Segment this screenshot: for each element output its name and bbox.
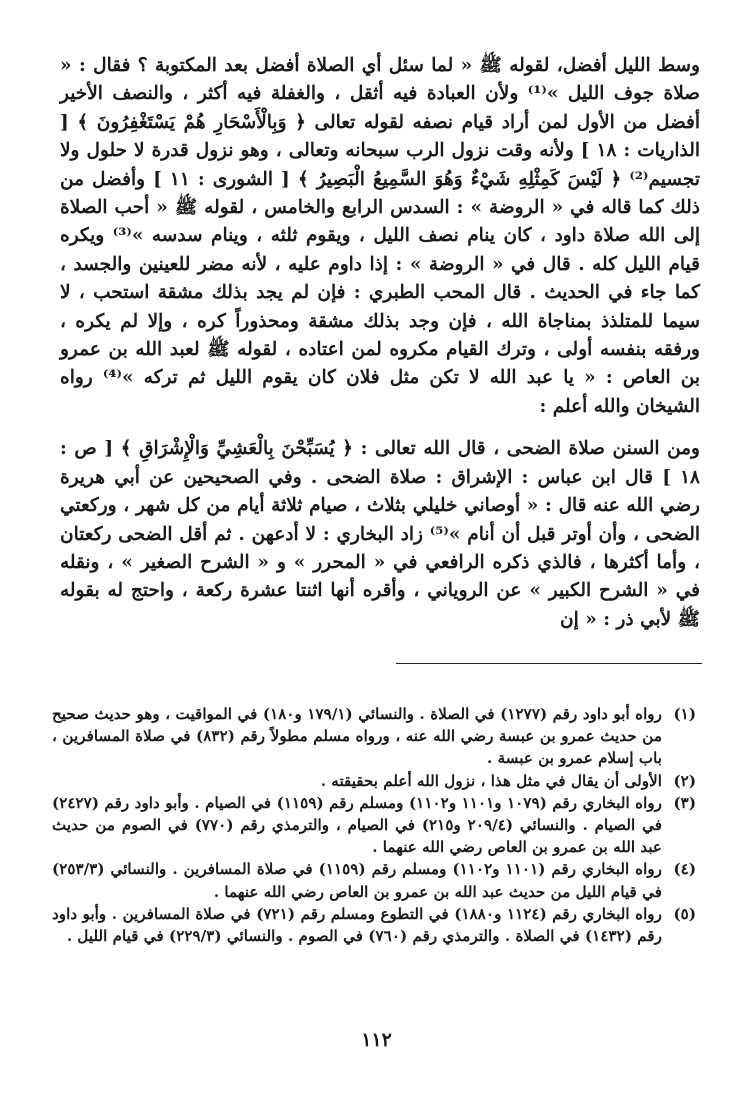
main-paragraph-2: ومن السنن صلاة الضحى ، قال الله تعالى : ﴿ يُسَبِّحْنَ بِالْعَشِيِّ وَالْإِشْرَاقِ ﴾ [ ص : ١٨ ] قال ابن عباس : الإشراق : صلاة الضحى . وفي الصحيحين عن أبي هريرة رضي الله عنه قال : « أوصاني خليلي بثلاث ، صيام ثلاثة أيام من كل شهر ، وركعتي الضحى ، وأن أوتر قبل أن أنام »⁽⁵⁾ زاد البخاري : لا أدعهن . ثم أقل الضحى ركعتان ، وأما أكثرها ، فالذي ذكره الرافعي في « المحرر » و « الشرح الصغير » ، ونقله في « الشرح الكبير » عن الروياني ، وأقره أنها اثنتا عشرة ركعة ، واحتج له بقوله ﷺ لأبي ذر : « إن bbox=[60, 438, 700, 630]
footnote-text: رواه البخاري رقم (١١٢٤ و١٨٨٠) في التطوع ومسلم رقم (٧٢١) في صلاة المسافرين . وأبو داود رقم (١٤٣٢) في الصلاة . والترمذي رقم (٧٦٠) في الصوم . والنسائي (٢٢٩/٣) في قيام الليل . bbox=[52, 904, 662, 946]
footnote-text: الأولى أن يقال في مثل هذا ، نزول الله أعلم بحقيقته . bbox=[320, 771, 662, 790]
footnote-number: (٥) bbox=[673, 904, 696, 923]
footnote-item bbox=[52, 858, 696, 902]
main-paragraph-1: وسط الليل أفضل، لقوله ﷺ « لما سئل أي الصلاة أفضل بعد المكتوبة ؟ فقال : « صلاة جوف الليل »⁽¹⁾ ولأن العبادة فيه أثقل ، والغفلة فيه أكثر ، والنصف الأخير أفضل من الأول لمن أراد قيام نصفه لقوله تعالى ﴿ وَبِالْأَسْحَارِ هُمْ يَسْتَغْفِرُونَ ﴾ [ الذاريات : ١٨ ] ولأنه وقت نزول الرب سبحانه وتعالى ، وهو نزول قدرة لا حلول ولا تجسيم⁽²⁾ ﴿ لَيْسَ كَمِثْلِهِ شَيْءٌ وَهُوَ السَّمِيعُ الْبَصِيرُ ﴾ [ الشورى : ١١ ] وأفضل من ذلك كما قاله في « الروضة » : السدس الرابع والخامس ، لقوله ﷺ « أحب الصلاة إلى الله صلاة داود ، كان ينام نصف الليل ، ويقوم ثلثه ، وينام سدسه »⁽³⁾ ويكره قيام الليل كله . قال في « الروضة » : إذا داوم عليه ، لأنه مضر للعينين والجسد ، كما جاء في الحديث . قال المحب الطبري : فإن لم يجد بذلك مشقة استحب ، لا سيما للمتلذذ بمناجاة الله ، فإن وجد بذلك مشقة ومحذوراً كره ، وإلا لم يكره ، ورفقه بنفسه أولى ، وترك القيام مكروه لمن اعتاده ، لقوله ﷺ لعبد الله بن عمرو بن العاص : « يا عبد الله لا تكن مثل فلان كان يقوم الليل ثم تركه »⁽⁴⁾ رواه الشيخان والله أعلم : bbox=[60, 55, 700, 417]
footnote-item bbox=[52, 903, 696, 947]
footnote-item bbox=[52, 792, 696, 859]
footnote-number: (٤) bbox=[673, 860, 696, 879]
footnote-divider bbox=[396, 663, 702, 664]
footnote-item bbox=[52, 770, 696, 792]
footnote-text: رواه البخاري رقم (١٠٧٩ و١١٠١ و١١٠٢) ومسلم رقم (١١٥٩) في الصيام . وأبو داود رقم (٢٤٢٧) في الصيام . والنسائي (٢٠٩/٤ و٢١٥) في الصيام ، والترمذي رقم (٧٧٠) في الصوم من حديث عبد الله بن عمرو بن العاص رضي الله عنهما . bbox=[52, 793, 663, 857]
footnote-number: (٢) bbox=[673, 771, 696, 790]
footnote-item bbox=[52, 703, 696, 770]
footnote-text: رواه البخاري رقم (١١٠١ و١١٠٢) ومسلم رقم (١١٥٩) في صلاة المسافرين . والنسائي (٢٥٣/٣) في قيام الليل من حديث عبد الله بن عمرو بن العاص رضي الله عنهما . bbox=[52, 860, 662, 901]
main-text bbox=[60, 52, 700, 634]
footnote-text: رواه أبو داود رقم (١٢٧٧) في الصلاة . والنسائي (١٧٩/١ و١٨٠) في المواقيت ، وهو حديث صحيح من حديث عمرو بن عبسة رضي الله عنه ، ورواه مسلم مطولاً رقم (٨٣٢) في صلاة المسافرين ، باب إسلام عمرو بن عبسة . bbox=[52, 705, 662, 768]
footnote-number: (٣) bbox=[673, 793, 696, 812]
footnotes-section bbox=[52, 703, 696, 947]
footnote-number: (١) bbox=[673, 705, 696, 723]
page-number: ١١٢ bbox=[361, 1029, 392, 1051]
